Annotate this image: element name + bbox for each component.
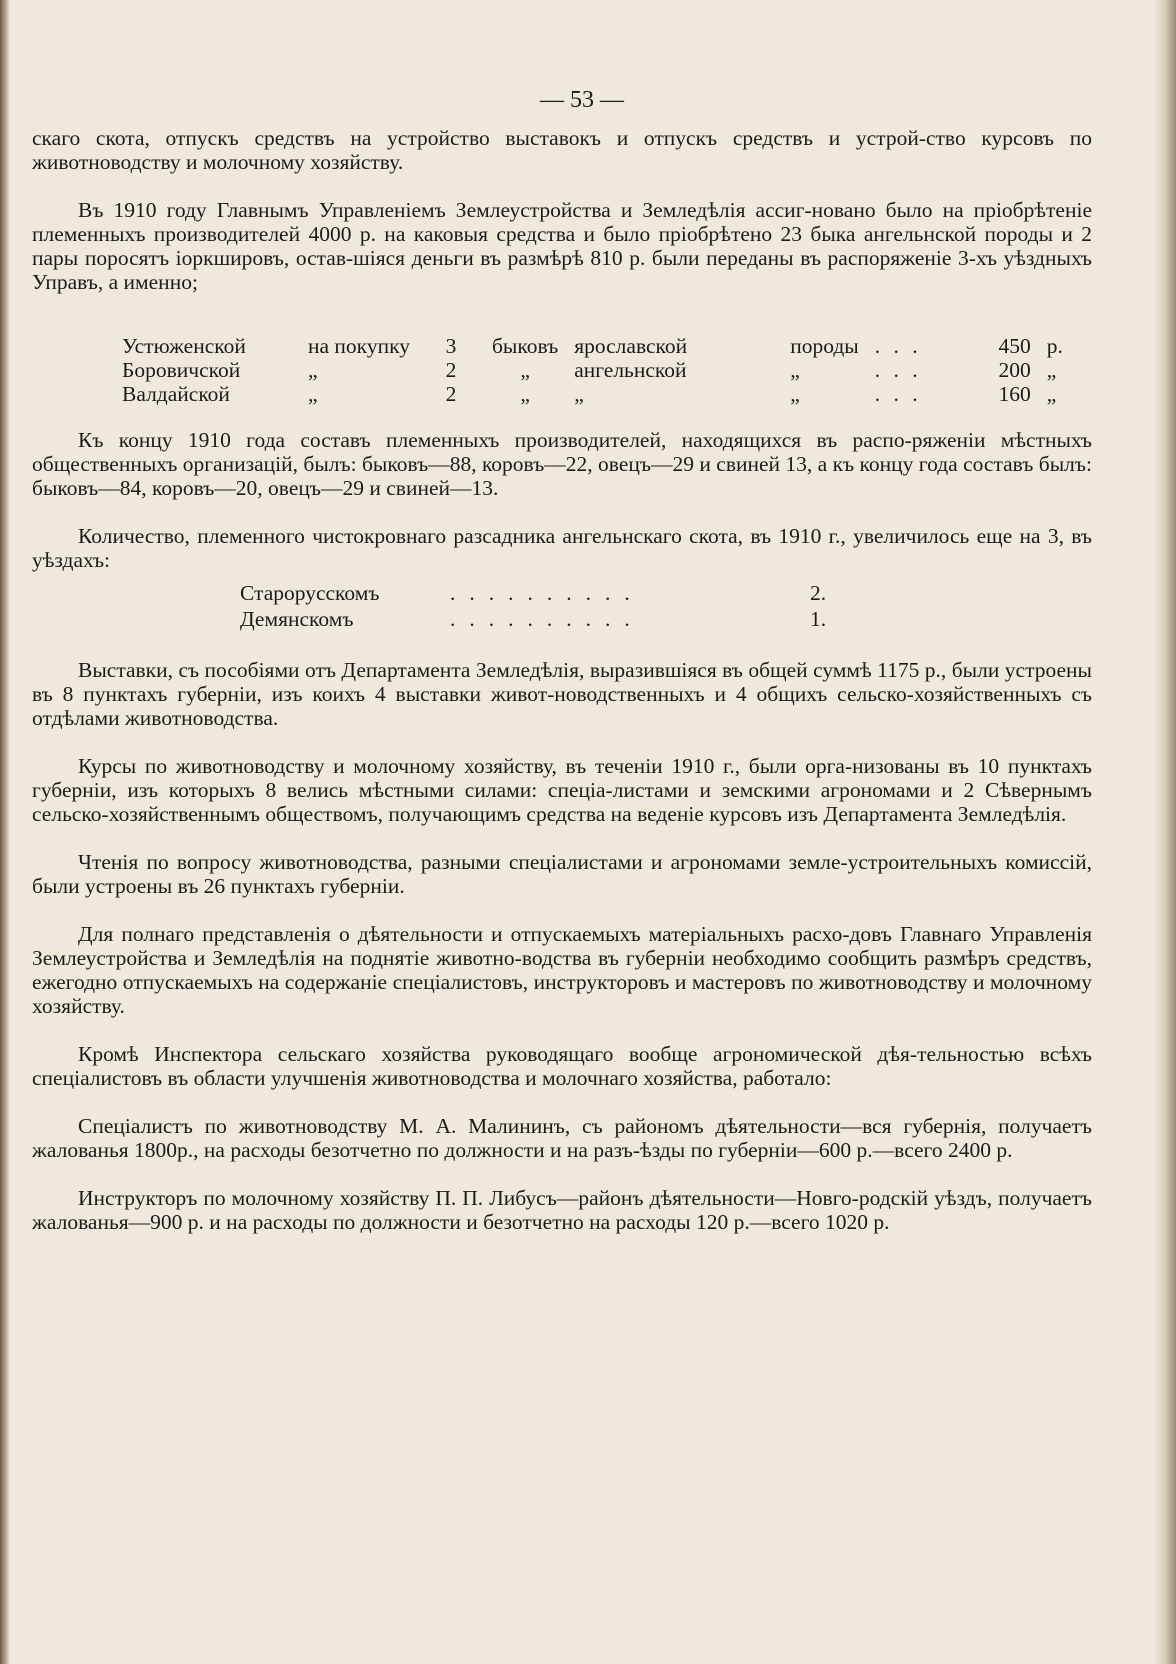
paragraph-1: скаго скота, отпускъ средствъ на устройство выставокъ и отпускъ средствъ и устрой-ство курсовъ по животноводству и молочному хозяйству. xyxy=(32,126,1092,174)
uezd-name: Демянскомъ xyxy=(240,607,354,631)
leader-dots: .......... xyxy=(450,581,644,605)
amount: 200 xyxy=(998,358,1031,382)
leader-dots: . . . xyxy=(874,334,922,358)
word: „ xyxy=(790,382,800,406)
uprava-name: Боровичской xyxy=(122,358,241,382)
uezd-count: 1. xyxy=(810,607,827,631)
paragraph-3: Къ концу 1910 года составъ племенныхъ производителей, находящихся въ распо-ряженіи мѣстныхъ общественныхъ организацій, былъ: быковъ—88, коровъ—22, овецъ—29 и свиней 13, а къ концу года составъ былъ: быковъ—84, коровъ—20, овецъ—29 и свиней—13. xyxy=(32,428,1092,500)
count: 2 xyxy=(445,382,457,406)
leader-dots: . . . xyxy=(874,358,922,382)
uprava-name: Устюженской xyxy=(122,334,246,358)
uezd-table xyxy=(240,580,840,632)
amount: 160 xyxy=(998,382,1031,406)
breed: ярославской xyxy=(574,334,688,358)
uezd-name: Старорусскомъ xyxy=(240,581,380,605)
uprava-name: Валдайской xyxy=(122,382,230,406)
page-right-edge xyxy=(1154,0,1176,1664)
allocation-row xyxy=(122,358,1085,382)
count: 2 xyxy=(445,358,457,382)
paragraph-9: Кромѣ Инспектора сельскаго хозяйства руководящаго вообще агрономической дѣя-тельностью всѣхъ спеціалистовъ въ области улучшенія животноводства и молочнаго хозяйства, работало: xyxy=(32,1042,1092,1090)
breed: ангельнской xyxy=(574,358,687,382)
leader-dots: . . . xyxy=(874,382,922,406)
purpose: на покупку xyxy=(308,334,410,358)
uezd-row xyxy=(240,580,840,606)
uezd-row xyxy=(240,606,840,632)
word: породы xyxy=(790,334,859,358)
breed: „ xyxy=(574,382,584,406)
allocation-table xyxy=(122,334,1085,406)
paragraph-8: Для полнаго представленія о дѣятельности и отпускаемыхъ матеріальныхъ расхо-довъ Главнаго Управленія Землеустройства и Земледѣлія на поднятіе животно-водства въ губерніи необходимо сообщить размѣръ средствъ, ежегодно отпускаемыхъ на содержаніе спеціалистовъ, инструкторовъ и мастеровъ по животноводству и молочному хозяйству. xyxy=(32,922,1092,1018)
page-number: — 53 — xyxy=(540,87,624,113)
unit: „ xyxy=(1046,358,1057,382)
leader-dots: .......... xyxy=(450,607,644,631)
uezd-count: 2. xyxy=(810,581,827,605)
amount: 450 xyxy=(998,334,1031,358)
item: „ xyxy=(520,382,530,406)
paragraph-4: Количество, племенного чистокровнаго разсадника ангельнскаго скота, въ 1910 г., увеличилось еще на 3, въ уѣздахъ: xyxy=(32,524,1092,572)
paragraph-10: Спеціалистъ по животноводству М. А. Малининъ, съ райономъ дѣятельности—вся губернія, получаетъ жалованья 1800р., на расходы безотчетно по должности и на разъ-ѣзды по губерніи—600 р.—всего 2400 р. xyxy=(32,1114,1092,1162)
purpose: „ xyxy=(308,382,318,406)
page-left-edge xyxy=(0,0,10,1664)
item: „ xyxy=(520,358,530,382)
allocation-row xyxy=(122,334,1085,358)
paragraph-7: Чтенія по вопросу животноводства, разными спеціалистами и агрономами земле-устроительныхъ комиссій, были устроены въ 26 пунктахъ губерніи. xyxy=(32,850,1092,898)
count: 3 xyxy=(445,334,457,358)
purpose: „ xyxy=(308,358,318,382)
unit: „ xyxy=(1046,382,1057,406)
unit: р. xyxy=(1046,334,1063,358)
allocation-row xyxy=(122,382,1085,406)
document-page xyxy=(32,88,1092,1258)
word: „ xyxy=(790,358,800,382)
paragraph-5: Выставки, съ пособіями отъ Департамента Земледѣлія, выразившіяся въ общей суммѣ 1175 р., были устроены въ 8 пунктахъ губерніи, изъ коихъ 4 выставки живот-новодственныхъ и 4 общихъ сельско-хозяйственныхъ съ отдѣлами животноводства. xyxy=(32,658,1092,730)
paragraph-2: Въ 1910 году Главнымъ Управленіемъ Землеустройства и Земледѣлія ассиг-новано было на пріобрѣтеніе племенныхъ производителей 4000 р. на каковыя средства и было пріобрѣтено 23 быка ангельнской породы и 2 пары поросятъ іоркшировъ, остав-шіяся деньги въ размѣрѣ 810 р. были переданы въ распоряженіе 3-хъ уѣздныхъ Управъ, а именно; xyxy=(32,198,1092,294)
item: быковъ xyxy=(491,334,559,358)
paragraph-11: Инструкторъ по молочному хозяйству П. П. Либусъ—районъ дѣятельности—Новго-родскій уѣздъ, получаетъ жалованья—900 р. и на расходы по должности и безотчетно на расходы 120 р.—всего 1020 р. xyxy=(32,1186,1092,1234)
paragraph-6: Курсы по животноводству и молочному хозяйству, въ теченіи 1910 г., были орга-низованы въ 10 пунктахъ губерніи, изъ которыхъ 8 велись мѣстными силами: спеціа-листами и земскими агрономами и 2 Сѣвернымъ сельско-хозяйственнымъ обществомъ, получающимъ средства на веденіе курсовъ изъ Департамента Земледѣлія. xyxy=(32,754,1092,826)
